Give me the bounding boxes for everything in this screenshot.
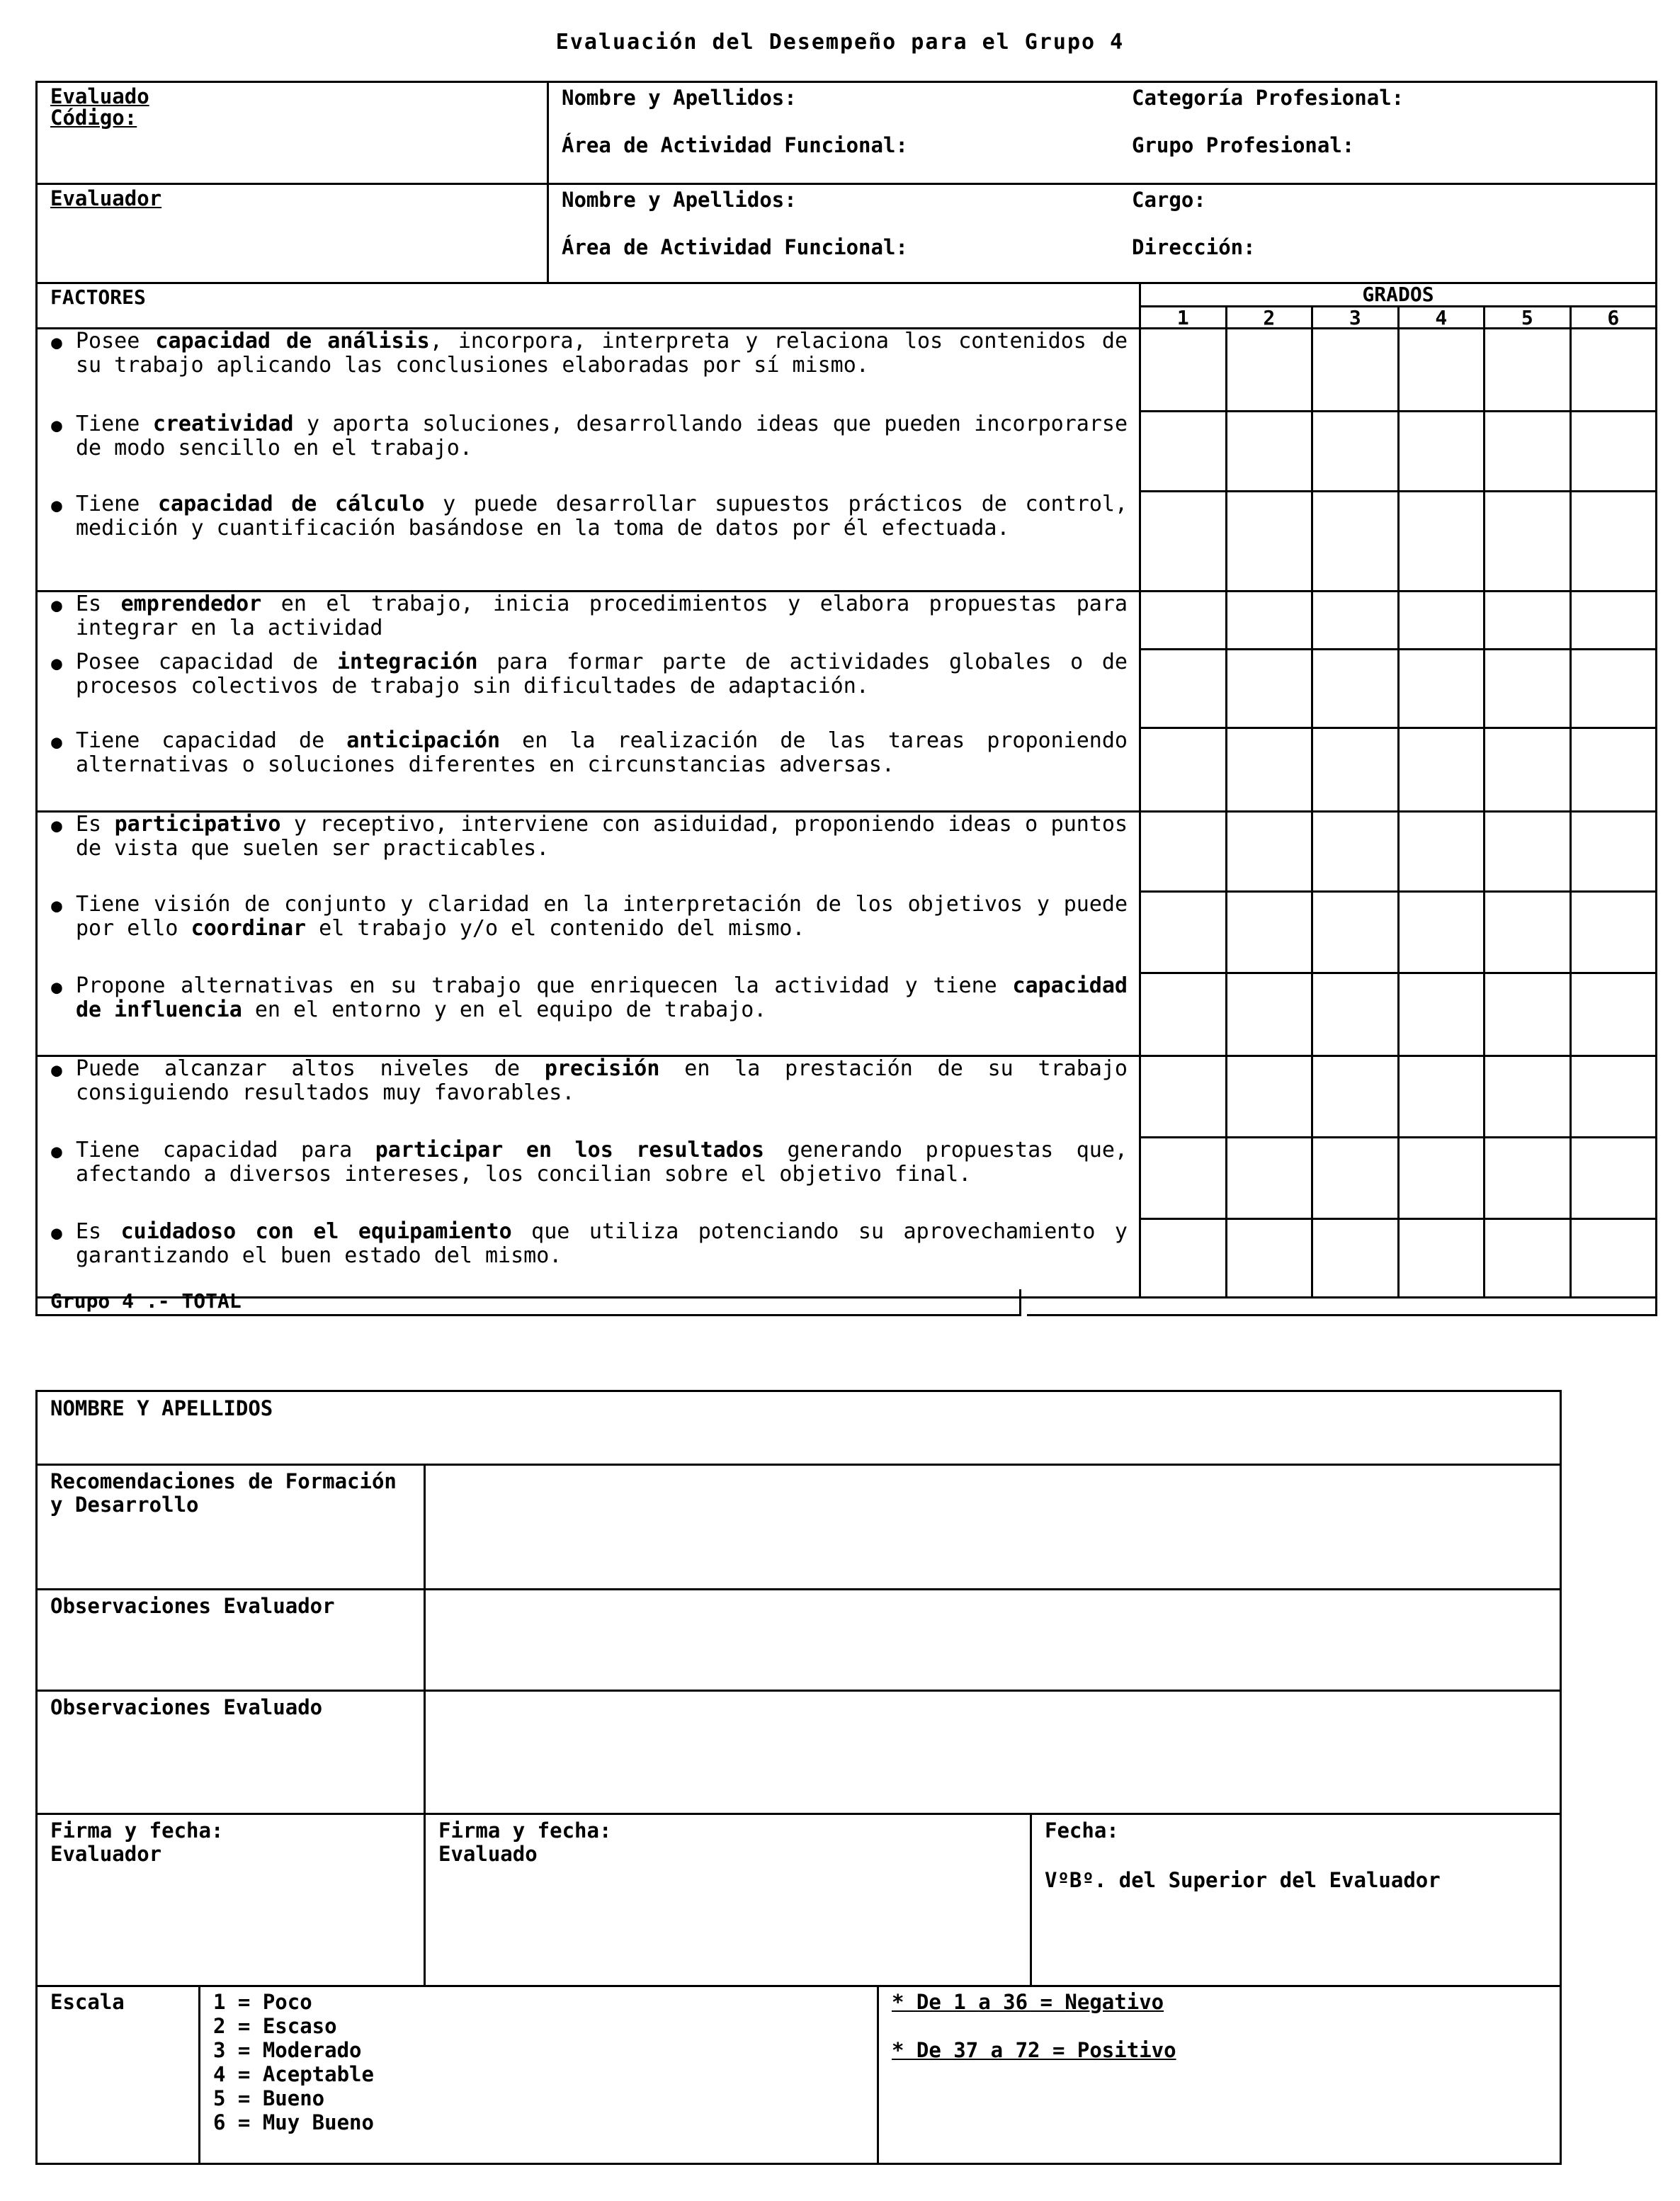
total-label: Grupo 4 .- TOTAL <box>35 1289 1021 1316</box>
grade-row <box>1141 492 1655 590</box>
total-value-cell[interactable] <box>1027 1289 1657 1316</box>
bullet-icon: ● <box>51 495 62 516</box>
factor-text-pre: Tiene <box>76 492 158 516</box>
factor-text-bold: participativo <box>114 812 281 837</box>
factor-text <box>76 592 1139 650</box>
factor-item <box>38 1220 1139 1296</box>
factor-text-post: para formar parte de actividades globales o de procesos colectivos de trabajo sin dificultades de adaptación. <box>76 650 1128 698</box>
factor-text <box>76 813 1139 893</box>
factor-text-bold: capacidad de análisis <box>155 329 430 353</box>
grade-cell-3[interactable] <box>1313 650 1400 727</box>
obs-evaluado-row <box>38 1692 1560 1815</box>
factor-text-bold: creatividad <box>152 412 294 436</box>
grade-cell-4[interactable] <box>1400 492 1486 590</box>
grade-cell-1[interactable] <box>1141 813 1227 890</box>
grade-cell-6[interactable] <box>1572 1138 1656 1218</box>
grado-3: 3 <box>1313 307 1400 329</box>
factor-text-pre: Tiene capacidad de <box>76 728 347 753</box>
grade-cell-5[interactable] <box>1485 1138 1572 1218</box>
evaluador-cell <box>38 185 549 282</box>
escala-item: 6 = Muy Bueno <box>213 2110 374 2134</box>
grade-cell-6[interactable] <box>1572 492 1656 590</box>
factor-text-bold: anticipación <box>346 728 501 753</box>
evaluado-row <box>38 83 1655 185</box>
grade-cell-3[interactable] <box>1313 492 1400 590</box>
factor-text-pre: Propone alternativas en su trabajo que enriquecen la actividad y tiene <box>76 973 1013 998</box>
factor-text-bold: coordinar <box>191 916 307 941</box>
factor-text-post: en el entorno y en el equipo de trabajo. <box>242 997 767 1022</box>
factor-group-1 <box>38 329 1655 592</box>
grade-cells <box>1141 813 1655 1055</box>
grade-cell-1[interactable] <box>1141 592 1227 648</box>
factor-group-2 <box>38 592 1655 813</box>
grade-cell-4[interactable] <box>1400 1138 1486 1218</box>
grade-cell-3[interactable] <box>1313 412 1400 490</box>
grade-row <box>1141 813 1655 893</box>
grade-cell-5[interactable] <box>1485 1057 1572 1136</box>
recomendaciones-label: Recomendaciones de Formación y Desarrollo <box>38 1466 426 1588</box>
firma-evaluado-sub: Evaluado <box>438 1842 538 1866</box>
factor-text <box>76 974 1139 1055</box>
grade-cell-6[interactable] <box>1572 1057 1656 1136</box>
grade-cell-4[interactable] <box>1400 729 1486 810</box>
escala-item: 5 = Bueno <box>213 2086 325 2110</box>
factor-item <box>38 329 1139 412</box>
grados-numbers <box>1141 307 1655 329</box>
grade-cell-5[interactable] <box>1485 329 1572 410</box>
nombre-row <box>38 1392 1560 1466</box>
grade-cell-3[interactable] <box>1313 1138 1400 1218</box>
fecha-vb-cell[interactable] <box>1032 1815 1560 1985</box>
factor-item <box>38 592 1139 650</box>
evaluador-info-cell <box>549 185 1119 282</box>
grade-cell-6[interactable] <box>1572 650 1656 727</box>
factor-text <box>76 492 1139 590</box>
grade-cells <box>1141 329 1655 590</box>
factor-text-post: y puede desarrollar supuestos prácticos de control, medición y cuantificación basándose en la toma de datos por él efectuada. <box>76 492 1128 541</box>
grado-6: 6 <box>1607 306 1620 329</box>
grade-row <box>1141 893 1655 974</box>
factor-text <box>76 893 1139 974</box>
evaluador-row <box>38 185 1655 284</box>
firma-evaluador-sub: Evaluador <box>50 1842 162 1866</box>
factor-text-post: , incorpora, interpreta y relaciona los contenidos de su trabajo aplicando las conclusiones elaboradas por sí mismo. <box>76 329 1128 378</box>
evaluador-cargo-cell <box>1119 185 1655 282</box>
factor-text-pre: Tiene <box>76 412 153 436</box>
bullet-icon: ● <box>51 653 62 674</box>
bullet-icon: ● <box>51 1141 62 1162</box>
cargo-label: Cargo: <box>1132 188 1206 212</box>
factor-text-bold: emprendedor <box>120 592 262 616</box>
grade-cell-3[interactable] <box>1313 813 1400 890</box>
grade-cell-4[interactable] <box>1400 592 1486 648</box>
factor-text-pre: Posee capacidad de <box>76 650 337 674</box>
bullet-icon: ● <box>51 815 62 837</box>
obs-evaluador-field[interactable] <box>426 1590 1560 1690</box>
grade-cell-5[interactable] <box>1485 492 1572 590</box>
grade-cell-6[interactable] <box>1572 1220 1656 1296</box>
grado-4: 4 <box>1400 307 1486 329</box>
grade-cell-2[interactable] <box>1227 329 1314 410</box>
factor-text-pre: Es <box>76 812 115 837</box>
grade-cell-5[interactable] <box>1485 412 1572 490</box>
grade-cell-6[interactable] <box>1572 813 1656 890</box>
grupo-profesional-label: Grupo Profesional: <box>1132 133 1355 157</box>
grade-cell-1[interactable] <box>1141 1057 1227 1136</box>
grade-cell-3[interactable] <box>1313 893 1400 972</box>
bullet-icon: ● <box>51 332 62 353</box>
vb-label: VºBº. del Superior del Evaluador <box>1045 1868 1441 1892</box>
factor-text-pre: Tiene visión de conjunto y claridad en la interpretación de los objetivos y puede por ello <box>76 892 1128 941</box>
grade-cell-3[interactable] <box>1313 592 1400 648</box>
escala-label: Escala <box>38 1987 200 2163</box>
grade-row <box>1141 412 1655 492</box>
page-title: Evaluación del Desempeño para el Grupo 4 <box>555 30 1125 55</box>
factor-item <box>38 650 1139 729</box>
grade-cells <box>1141 592 1655 810</box>
grade-cell-6[interactable] <box>1572 592 1656 648</box>
factor-text <box>76 1057 1139 1138</box>
grade-cell-1[interactable] <box>1141 650 1227 727</box>
factor-group-text <box>38 813 1141 1055</box>
factor-text-pre: Es <box>76 592 121 616</box>
factor-item <box>38 492 1139 590</box>
evaluado-area-label: Área de Actividad Funcional: <box>562 133 908 157</box>
firma-evaluado-label: Firma y fecha: <box>438 1818 612 1843</box>
grade-cell-2[interactable] <box>1227 592 1314 648</box>
factor-text <box>76 412 1139 492</box>
evaluado-categoria-cell <box>1119 83 1655 183</box>
grade-cell-6[interactable] <box>1572 974 1656 1055</box>
factor-item <box>38 1057 1139 1138</box>
grade-cell-1[interactable] <box>1141 1220 1227 1296</box>
factor-item <box>38 974 1139 1055</box>
factor-item <box>38 412 1139 492</box>
grade-row <box>1141 1138 1655 1220</box>
factor-text <box>76 1220 1139 1296</box>
grade-cell-4[interactable] <box>1400 1057 1486 1136</box>
categoria-label: Categoría Profesional: <box>1132 86 1404 110</box>
evaluador-label: Evaluador <box>50 186 162 210</box>
factor-text-pre: Tiene capacidad para <box>76 1138 375 1162</box>
grade-row <box>1141 1220 1655 1296</box>
grade-cell-1[interactable] <box>1141 492 1227 590</box>
factor-text-post: en la prestación de su trabajo consiguiendo resultados muy favorables. <box>76 1056 1128 1105</box>
rango-negativo: * De 1 a 36 = Negativo <box>892 1990 1164 2014</box>
factor-group-text <box>38 329 1141 590</box>
grade-cell-5[interactable] <box>1485 650 1572 727</box>
grade-cell-2[interactable] <box>1227 1057 1314 1136</box>
escala-item: 3 = Moderado <box>213 2038 362 2062</box>
grade-row <box>1141 1057 1655 1138</box>
escala-row <box>38 1987 1560 2163</box>
grade-cell-3[interactable] <box>1313 974 1400 1055</box>
factor-group-3 <box>38 813 1655 1057</box>
bullet-icon: ● <box>51 895 62 917</box>
grade-cell-4[interactable] <box>1400 974 1486 1055</box>
grade-cell-6[interactable] <box>1572 412 1656 490</box>
firma-evaluador-cell[interactable] <box>38 1815 426 1985</box>
factor-item <box>38 1138 1139 1220</box>
grade-cell-1[interactable] <box>1141 974 1227 1055</box>
factor-item <box>38 893 1139 974</box>
factor-text <box>76 729 1139 810</box>
factor-text-pre: Es <box>76 1219 121 1244</box>
obs-evaluador-row <box>38 1590 1560 1692</box>
factor-text-pre: Posee <box>76 329 156 353</box>
grade-cell-1[interactable] <box>1141 329 1227 410</box>
grade-cell-3[interactable] <box>1313 1057 1400 1136</box>
escala-item: 1 = Poco <box>213 1990 312 2014</box>
rangos-cell <box>879 1987 1560 2163</box>
grade-cell-1[interactable] <box>1141 1138 1227 1218</box>
grade-cell-4[interactable] <box>1400 893 1486 972</box>
bullet-icon: ● <box>51 1223 62 1244</box>
bullet-icon: ● <box>51 732 62 753</box>
grade-cell-6[interactable] <box>1572 729 1656 810</box>
factores-label: FACTORES <box>38 284 1141 327</box>
grade-cell-4[interactable] <box>1400 1220 1486 1296</box>
firma-row <box>38 1815 1560 1987</box>
factor-text-pre: Puede alcanzar altos niveles de <box>76 1056 545 1081</box>
grade-cell-3[interactable] <box>1313 329 1400 410</box>
grade-cell-2[interactable] <box>1227 813 1314 890</box>
grado-1: 1 <box>1141 307 1227 329</box>
grados-header <box>1141 284 1655 327</box>
factor-text-bold: cuidadoso con el equipamiento <box>120 1219 512 1244</box>
direccion-label: Dirección: <box>1132 235 1256 259</box>
grade-cell-2[interactable] <box>1227 1138 1314 1218</box>
grade-cell-4[interactable] <box>1400 412 1486 490</box>
bullet-icon: ● <box>51 1060 62 1081</box>
grade-cell-6[interactable] <box>1572 893 1656 972</box>
factor-group-4 <box>38 1057 1655 1296</box>
evaluation-table <box>35 81 1657 1298</box>
grade-row <box>1141 329 1655 412</box>
evaluado-info-cell <box>549 83 1119 183</box>
evaluador-area-label: Área de Actividad Funcional: <box>562 235 908 259</box>
grade-cell-2[interactable] <box>1227 893 1314 972</box>
factor-item <box>38 729 1139 810</box>
factor-text <box>76 329 1139 412</box>
grade-cell-6[interactable] <box>1572 329 1656 410</box>
factor-text <box>76 1138 1139 1220</box>
factor-text-bold: participar en los resultados <box>375 1138 764 1162</box>
factor-item <box>38 813 1139 893</box>
nombre-apellidos-label: NOMBRE Y APELLIDOS <box>50 1396 273 1420</box>
grade-cell-3[interactable] <box>1313 1220 1400 1296</box>
bullet-icon: ● <box>51 595 62 616</box>
grade-cell-1[interactable] <box>1141 893 1227 972</box>
grade-cell-1[interactable] <box>1141 729 1227 810</box>
grade-cell-3[interactable] <box>1313 729 1400 810</box>
obs-evaluador-label: Observaciones Evaluador <box>38 1590 426 1690</box>
firma-evaluador-label: Firma y fecha: <box>50 1818 224 1843</box>
factor-text-post: y receptivo, interviene con asiduidad, proponiendo ideas o puntos de vista que suelen ser practicables. <box>76 812 1128 861</box>
grade-cell-5[interactable] <box>1485 729 1572 810</box>
escala-item: 2 = Escaso <box>213 2014 337 2038</box>
rango-positivo: * De 37 a 72 = Positivo <box>892 2038 1176 2062</box>
observations-table <box>35 1390 1562 2165</box>
bullet-icon: ● <box>51 977 62 998</box>
factor-group-text <box>38 1057 1141 1296</box>
obs-evaluado-label: Observaciones Evaluado <box>38 1692 426 1813</box>
factores-header-row <box>38 284 1655 329</box>
grade-cell-2[interactable] <box>1227 974 1314 1055</box>
grade-cell-4[interactable] <box>1400 650 1486 727</box>
grados-label: GRADOS <box>1141 284 1655 307</box>
recomendaciones-field[interactable] <box>426 1466 1560 1588</box>
grado-5: 5 <box>1485 307 1572 329</box>
grado-2: 2 <box>1227 307 1314 329</box>
grade-cell-1[interactable] <box>1141 412 1227 490</box>
obs-evaluado-field[interactable] <box>426 1692 1560 1813</box>
grade-cell-5[interactable] <box>1485 1220 1572 1296</box>
factor-text-bold: precisión <box>544 1056 660 1081</box>
grade-cell-2[interactable] <box>1227 412 1314 490</box>
factor-group-text <box>38 592 1141 810</box>
grade-cell-5[interactable] <box>1485 893 1572 972</box>
factor-text-post: en el trabajo, inicia procedimientos y elabora propuestas para integrar en la actividad <box>76 592 1128 640</box>
factor-text <box>76 650 1139 729</box>
grade-cell-5[interactable] <box>1485 974 1572 1055</box>
codigo-label: Código: <box>50 106 137 130</box>
evaluado-nombre-label: Nombre y Apellidos: <box>562 86 797 110</box>
factor-text-bold: integración <box>336 650 478 674</box>
factor-text-bold: capacidad de cálculo <box>158 492 425 516</box>
bullet-icon: ● <box>51 415 62 436</box>
factor-text-post: el trabajo y/o el contenido del mismo. <box>306 916 805 941</box>
grade-cell-5[interactable] <box>1485 592 1572 648</box>
factor-text-post: y aporta soluciones, desarrollando ideas que pueden incorporarse de modo sencillo en el trabajo. <box>76 412 1128 460</box>
grade-row <box>1141 650 1655 729</box>
firma-evaluado-cell[interactable] <box>426 1815 1032 1985</box>
evaluador-nombre-label: Nombre y Apellidos: <box>562 188 797 212</box>
escala-item: 4 = Aceptable <box>213 2062 374 2086</box>
grade-row <box>1141 592 1655 650</box>
grade-row <box>1141 974 1655 1055</box>
factor-text-bold: capacidad de influencia <box>76 973 1128 1022</box>
grade-row <box>1141 729 1655 810</box>
grade-cell-5[interactable] <box>1485 813 1572 890</box>
recomendaciones-row <box>38 1466 1560 1590</box>
grade-cell-2[interactable] <box>1227 1220 1314 1296</box>
grade-cell-2[interactable] <box>1227 650 1314 727</box>
grade-cells <box>1141 1057 1655 1296</box>
fecha-label: Fecha: <box>1045 1818 1119 1843</box>
grade-cell-4[interactable] <box>1400 329 1486 410</box>
factor-text-post: que utiliza potenciando su aprovechamiento y garantizando el buen estado del mismo. <box>76 1219 1128 1268</box>
evaluado-label: Evaluado <box>50 84 149 108</box>
total-row <box>35 1289 1657 1316</box>
grade-cell-2[interactable] <box>1227 729 1314 810</box>
escala-list <box>200 1987 879 2163</box>
grade-cell-2[interactable] <box>1227 492 1314 590</box>
grade-cell-4[interactable] <box>1400 813 1486 890</box>
evaluado-cell <box>38 83 549 183</box>
factor-text-post: en la realización de las tareas proponiendo alternativas o soluciones diferentes en circunstancias adversas. <box>76 728 1128 777</box>
factor-text-post: generando propuestas que, afectando a diversos intereses, los concilian sobre el objetivo final. <box>76 1138 1128 1187</box>
